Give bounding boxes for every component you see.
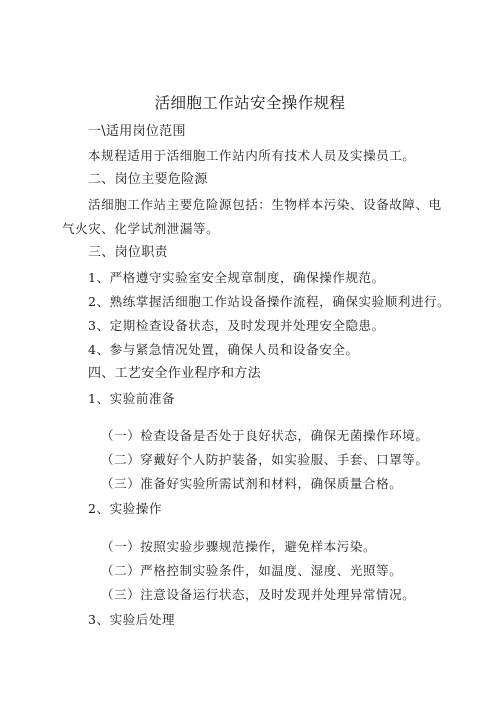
step-label-preparation: 1、实验前准备 [88, 391, 176, 406]
section-body-hazards-line2: 气火灾、化学试剂泄漏等。 [62, 221, 220, 236]
list-item-duty: 4、参与紧急情况处置，确保人员和设备安全。 [88, 342, 359, 357]
document-title: 活细胞工作站安全操作规程 [154, 94, 346, 112]
step-label-operation: 2、实验操作 [88, 501, 163, 516]
section-heading-scope: 一\适用岗位范围 [88, 124, 186, 139]
list-item-duty: 3、定期检查设备状态，及时发现并处理安全隐患。 [88, 318, 385, 333]
section-body-scope: 本规程适用于活细胞工作站内所有技术人员及实操员工。 [88, 148, 416, 163]
section-heading-hazards: 二、岗位主要危险源 [88, 172, 208, 187]
section-body-hazards-line1: 活细胞工作站主要危险源包括：生物样本污染、设备故障、电 [88, 197, 442, 212]
list-item-duty: 1、严格遵守实验室安全规章制度，确保操作规范。 [88, 270, 385, 285]
list-item-preparation: （二）穿戴好个人防护装备，如实验服、手套、口罩等。 [101, 452, 429, 467]
section-heading-procedures: 四、工艺安全作业程序和方法 [88, 366, 261, 381]
list-item-preparation: （三）准备好实验所需试剂和材料，确保质量合格。 [101, 476, 403, 491]
list-item-operation: （一）按照实验步骤规范操作，避免样本污染。 [101, 539, 377, 554]
list-item-duty: 2、熟练掌握活细胞工作站设备操作流程，确保实验顺利进行。 [88, 294, 451, 309]
step-label-post-processing: 3、实验后处理 [88, 612, 176, 627]
list-item-operation: （二）严格控制实验条件，如温度、湿度、光照等。 [101, 563, 403, 578]
list-item-preparation: （一）检查设备是否处于良好状态，确保无菌操作环境。 [101, 428, 429, 443]
section-heading-duties: 三、岗位职责 [88, 245, 168, 260]
list-item-operation: （三）注意设备运行状态，及时发现并处理异常情况。 [101, 587, 416, 602]
